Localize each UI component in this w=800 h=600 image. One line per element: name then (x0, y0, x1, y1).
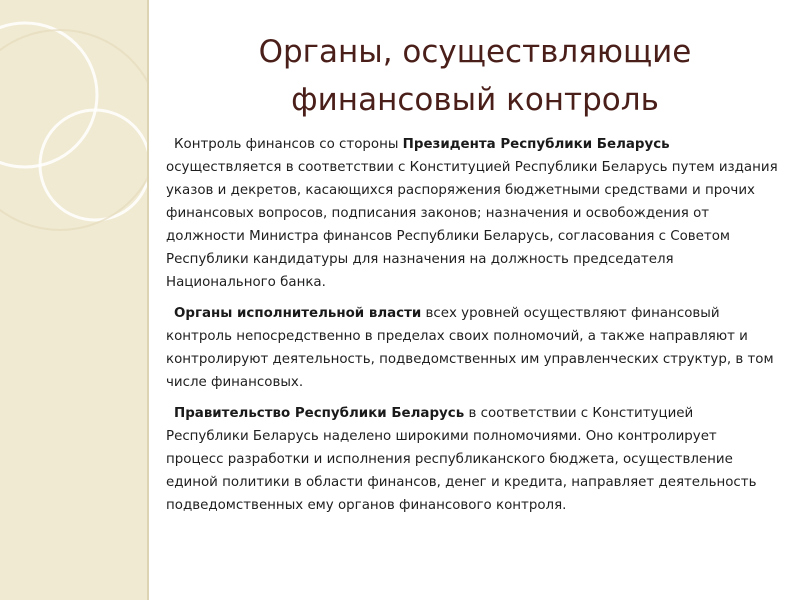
paragraph-president (166, 133, 778, 294)
slide-body (166, 133, 778, 525)
paragraph-executive-bodies (166, 302, 778, 394)
decorative-side-band (0, 0, 147, 600)
paragraph-text: в соответствии с Конституцией Республики Беларусь наделено широкими полномочиями. Оно контролирует процесс разработки и исполнения республиканского бюджета, осуществление единой политики в области финансов, денег и кредита, направляет деятельность подведомственных ему органов финансового контроля. (166, 406, 757, 513)
paragraph-bold-term: Правительство Республики Беларусь (174, 406, 465, 421)
decorative-circles-graphic (0, 0, 147, 600)
slide-title (150, 28, 800, 124)
side-divider-line (147, 0, 149, 600)
paragraph-text: осуществляется в соответствии с Конституцией Республики Беларусь путем издания указов и декретов, касающихся распоряжения бюджетными средствами и прочих финансовых вопросов, подписания законов; назначения и освобождения от должности Министра финансов Республики Беларусь, согласования с Советом Республики кандидатуры для назначения на должность председателя Национального банка. (166, 160, 778, 290)
paragraph-bold-term: Президента Республики Беларусь (402, 137, 670, 152)
paragraph-text: всех уровней осуществляют финансовый контроль непосредственно в пределах своих полномочий, а также направляют и контролируют деятельность, подведомственных им управленческих структур, в том числе финансовых. (166, 306, 774, 390)
paragraph-text: Контроль финансов со стороны (174, 137, 403, 152)
paragraph-bold-term: Органы исполнительной власти (174, 306, 422, 321)
paragraph-government (166, 402, 778, 517)
slide-title-line-1: Органы, осуществляющие (258, 34, 692, 70)
slide-title-line-2: финансовый контроль (291, 82, 659, 118)
